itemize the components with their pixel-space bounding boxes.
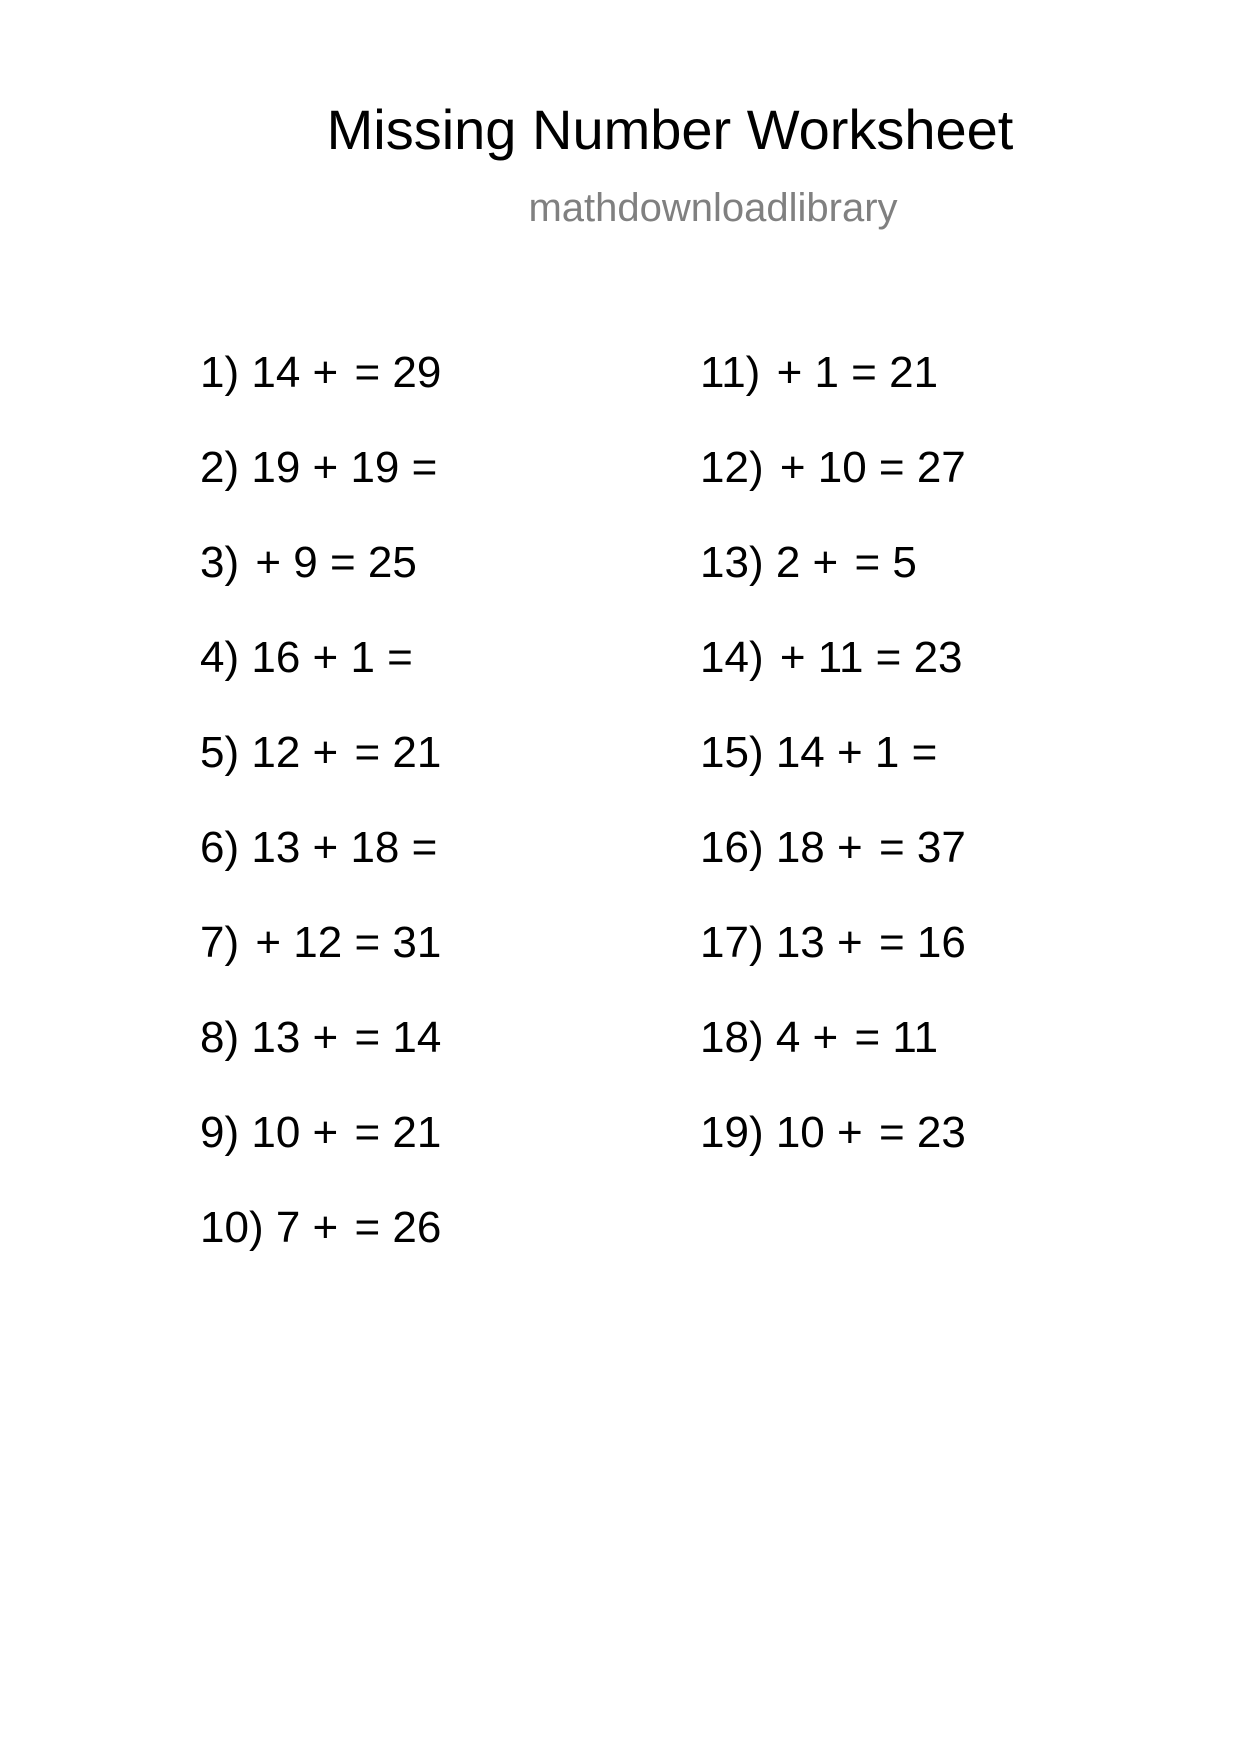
problem-item: [200, 538, 441, 633]
problem-text: = 16: [878, 918, 966, 967]
problem-item: [200, 1013, 441, 1108]
problem-item: [200, 633, 441, 728]
problem-text: = 23: [878, 1108, 966, 1157]
problem-number: 9): [200, 1108, 240, 1157]
problem-text: = 29: [354, 348, 442, 397]
problem-number: 3): [200, 538, 240, 587]
problem-item: [200, 1108, 441, 1203]
problem-item: [700, 538, 966, 633]
problem-number: 14): [700, 633, 764, 682]
problem-item: [700, 633, 966, 728]
problem-text: = 5: [854, 538, 917, 587]
problem-number: 18): [700, 1013, 764, 1062]
problem-text: 7 +: [275, 1203, 339, 1252]
problem-text: = 21: [354, 728, 442, 777]
problem-text: = 14: [354, 1013, 442, 1062]
problem-number: 6): [200, 823, 240, 872]
problem-number: 5): [200, 728, 240, 777]
problem-number: 10): [200, 1203, 264, 1252]
problem-text: + 1 = 21: [776, 348, 939, 397]
problem-number: 13): [700, 538, 764, 587]
problem-text: = 26: [354, 1203, 442, 1252]
problem-text: 14 + 1 =: [775, 728, 938, 777]
problem-item: [700, 348, 966, 443]
problem-item: [700, 443, 966, 538]
problem-item: [200, 443, 441, 538]
worksheet-subtitle: mathdownloadlibrary: [528, 186, 898, 230]
problem-text: + 10 = 27: [779, 443, 966, 492]
worksheet-title: Missing Number Worksheet: [326, 98, 1014, 161]
problem-text: = 21: [354, 1108, 442, 1157]
problem-text: 14 +: [251, 348, 339, 397]
problems-column-right: [700, 348, 966, 1203]
problem-number: 16): [700, 823, 764, 872]
problem-text: 10 +: [775, 1108, 863, 1157]
problem-text: 18 +: [775, 823, 863, 872]
problem-number: 19): [700, 1108, 764, 1157]
problem-item: [700, 918, 966, 1013]
problem-item: [700, 1013, 966, 1108]
problem-number: 15): [700, 728, 764, 777]
problem-text: = 37: [878, 823, 966, 872]
problem-text: 10 +: [251, 1108, 339, 1157]
problem-item: [700, 728, 966, 823]
problem-text: + 9 = 25: [255, 538, 417, 587]
problem-item: [200, 348, 441, 443]
problem-number: 7): [200, 918, 240, 967]
problem-number: 11): [700, 348, 761, 397]
problem-number: 8): [200, 1013, 240, 1062]
problem-text: 12 +: [251, 728, 339, 777]
problem-text: 19 + 19 =: [251, 443, 438, 492]
problem-text: 16 + 1 =: [251, 633, 413, 682]
problem-text: 13 + 18 =: [251, 823, 438, 872]
problem-text: 13 +: [775, 918, 863, 967]
problem-number: 12): [700, 443, 764, 492]
problems-column-left: [200, 348, 441, 1298]
problem-item: [200, 823, 441, 918]
problem-text: + 12 = 31: [255, 918, 442, 967]
problem-item: [700, 1108, 966, 1203]
problem-text: 13 +: [251, 1013, 339, 1062]
problem-number: 2): [200, 443, 240, 492]
problem-item: [200, 918, 441, 1013]
problem-text: 2 +: [775, 538, 839, 587]
problem-item: [200, 728, 441, 823]
problem-number: 17): [700, 918, 764, 967]
problem-text: = 11: [854, 1013, 939, 1062]
problem-text: 4 +: [775, 1013, 839, 1062]
problem-item: [700, 823, 966, 918]
problem-text: + 11 = 23: [779, 633, 963, 682]
problem-item: [200, 1203, 441, 1298]
problem-number: 4): [200, 633, 240, 682]
problem-number: 1): [200, 348, 240, 397]
